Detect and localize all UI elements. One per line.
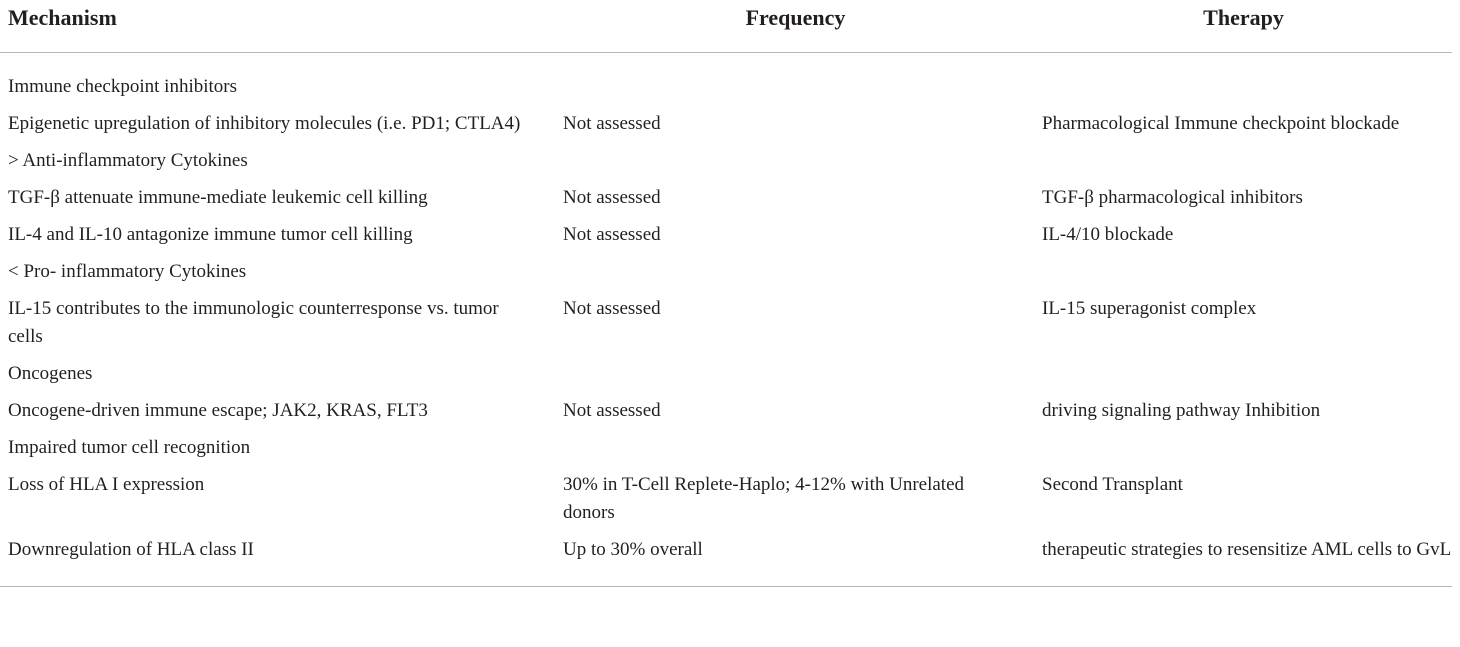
cell-mechanism: Immune checkpoint inhibitors xyxy=(8,75,238,97)
cell-therapy: TGF-β pharmacological inhibitors xyxy=(1042,186,1303,208)
table-row xyxy=(0,351,1452,388)
cell-mechanism: IL-15 contributes to the immunologic counterresponse vs. tumor cells xyxy=(8,297,499,347)
cell-frequency: Not assessed xyxy=(563,223,661,245)
cell-frequency xyxy=(556,249,1035,286)
table-row xyxy=(0,462,1452,527)
table-row xyxy=(0,101,1452,138)
header-frequency: Frequency xyxy=(556,0,1035,52)
cell-therapy xyxy=(1035,52,1452,101)
table-row xyxy=(0,286,1452,351)
cell-frequency: Not assessed xyxy=(563,399,661,421)
cell-therapy: driving signaling pathway Inhibition xyxy=(1042,399,1321,421)
header-therapy: Therapy xyxy=(1035,0,1452,52)
cell-mechanism: Oncogene-driven immune escape; JAK2, KRAS, FLT3 xyxy=(8,399,428,421)
table-row xyxy=(0,175,1452,212)
cell-frequency: 30% in T-Cell Replete-Haplo; 4-12% with Unrelated donors xyxy=(563,473,965,523)
cell-mechanism: TGF-β attenuate immune-mediate leukemic cell killing xyxy=(8,186,428,208)
cell-frequency xyxy=(556,52,1035,101)
cell-mechanism: Downregulation of HLA class II xyxy=(0,527,556,587)
header-row xyxy=(0,0,1452,52)
table-row xyxy=(0,52,1452,101)
cell-frequency: Not assessed xyxy=(563,297,661,319)
header-mechanism: Mechanism xyxy=(0,0,556,52)
table-row xyxy=(0,138,1452,175)
cell-therapy xyxy=(1035,138,1452,175)
cell-mechanism: < Pro- inflammatory Cytokines xyxy=(8,260,247,282)
cell-frequency xyxy=(556,351,1035,388)
cell-frequency xyxy=(556,425,1035,462)
table-row xyxy=(0,388,1452,425)
table-body xyxy=(0,52,1452,586)
cell-frequency: Up to 30% overall xyxy=(556,527,1035,587)
cell-therapy: Second Transplant xyxy=(1042,473,1183,495)
cell-mechanism: Epigenetic upregulation of inhibitory molecules (i.e. PD1; CTLA4) xyxy=(8,112,521,134)
cell-therapy: Pharmacological Immune checkpoint blockade xyxy=(1042,112,1400,134)
cell-therapy xyxy=(1035,249,1452,286)
table-row xyxy=(0,249,1452,286)
cell-therapy xyxy=(1035,351,1452,388)
cell-therapy: IL-4/10 blockade xyxy=(1042,223,1174,245)
cell-therapy: therapeutic strategies to resensitize AML cells to GvL xyxy=(1035,527,1452,587)
table-row xyxy=(0,425,1452,462)
cell-mechanism: Impaired tumor cell recognition xyxy=(8,436,251,458)
cell-therapy: IL-15 superagonist complex xyxy=(1042,297,1257,319)
cell-mechanism: Loss of HLA I expression xyxy=(8,473,205,495)
cell-mechanism: IL-4 and IL-10 antagonize immune tumor cell killing xyxy=(8,223,413,245)
cell-therapy xyxy=(1035,425,1452,462)
table-row xyxy=(0,527,1452,587)
cell-frequency: Not assessed xyxy=(563,112,661,134)
cell-frequency xyxy=(556,138,1035,175)
cell-mechanism: Oncogenes xyxy=(8,362,93,384)
cell-mechanism: > Anti-inflammatory Cytokines xyxy=(8,149,248,171)
table-row xyxy=(0,212,1452,249)
cell-frequency: Not assessed xyxy=(563,186,661,208)
